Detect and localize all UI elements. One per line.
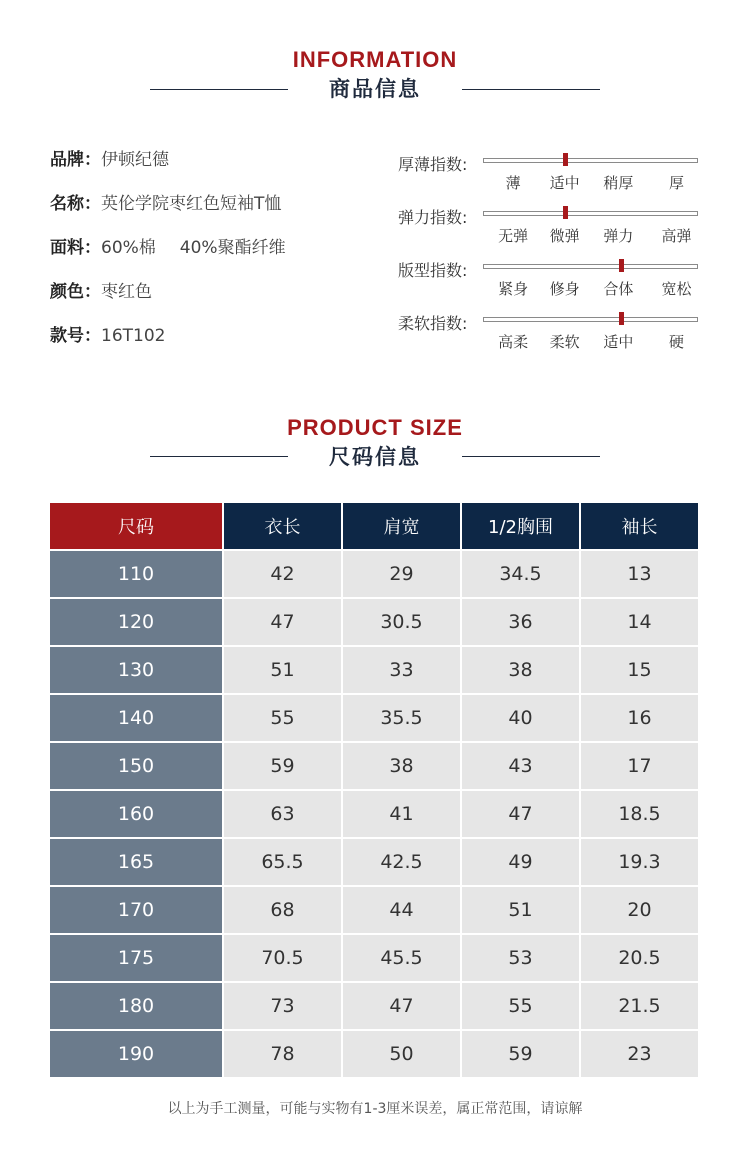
index-option: 适中 [603, 333, 634, 351]
size-header [0, 416, 750, 470]
measure-cell: 38 [462, 647, 579, 693]
header-shoulder: 肩宽 [343, 503, 460, 549]
index-track [483, 317, 698, 322]
divider-right [462, 456, 600, 457]
size-cell: 180 [50, 983, 222, 1029]
measure-cell: 29 [343, 551, 460, 597]
index-option: 高柔 [498, 333, 529, 351]
index-marker [563, 153, 568, 166]
index-option: 厚 [668, 174, 685, 192]
index-track [483, 211, 698, 216]
measure-cell: 47 [224, 599, 341, 645]
measure-cell: 42 [224, 551, 341, 597]
index-option: 修身 [549, 280, 580, 298]
measure-cell: 17 [581, 743, 698, 789]
table-row [50, 599, 698, 645]
index-marker [619, 312, 624, 325]
index-option: 弹力 [603, 227, 634, 245]
size-cell: 165 [50, 839, 222, 885]
measure-cell: 14 [581, 599, 698, 645]
header-sleeve: 袖长 [581, 503, 698, 549]
measure-cell: 38 [343, 743, 460, 789]
size-title-cn: 尺码信息 [329, 445, 421, 469]
measure-cell: 65.5 [224, 839, 341, 885]
measure-cell: 16 [581, 695, 698, 741]
measure-cell: 73 [224, 983, 341, 1029]
size-title-en: PRODUCT SIZE [287, 415, 463, 440]
attr-fabric [50, 234, 286, 278]
index-option: 合体 [603, 280, 634, 298]
size-cell: 110 [50, 551, 222, 597]
index-option: 稍厚 [603, 174, 634, 192]
measure-cell: 33 [343, 647, 460, 693]
index-label: 厚薄指数: [398, 155, 468, 174]
table-row [50, 983, 698, 1029]
attr-key: 品牌： [50, 150, 101, 170]
size-cell: 120 [50, 599, 222, 645]
attr-value: 60%棉 [101, 238, 156, 258]
divider-left [150, 456, 288, 457]
measure-cell: 35.5 [343, 695, 460, 741]
attr-brand [50, 146, 286, 190]
measure-cell: 13 [581, 551, 698, 597]
size-cell: 140 [50, 695, 222, 741]
index-option: 宽松 [661, 280, 692, 298]
measure-cell: 34.5 [462, 551, 579, 597]
measure-cell: 42.5 [343, 839, 460, 885]
index-label: 柔软指数: [398, 314, 468, 333]
index-option: 微弹 [549, 227, 580, 245]
attr-color [50, 278, 286, 322]
measure-cell: 55 [462, 983, 579, 1029]
attr-value: 16T102 [101, 326, 166, 346]
measure-cell: 78 [224, 1031, 341, 1077]
attr-value-secondary: 40%聚酯纤维 [179, 238, 286, 258]
measure-cell: 45.5 [343, 935, 460, 981]
index-marker [563, 206, 568, 219]
measure-cell: 20 [581, 887, 698, 933]
index-label: 版型指数: [398, 261, 468, 280]
measure-cell: 53 [462, 935, 579, 981]
size-table-body [50, 551, 698, 1077]
measure-cell: 51 [462, 887, 579, 933]
index-option: 高弹 [661, 227, 692, 245]
attr-name [50, 190, 286, 234]
measure-cell: 15 [581, 647, 698, 693]
information-title-en: INFORMATION [292, 47, 458, 72]
measure-cell: 63 [224, 791, 341, 837]
index-option: 硬 [668, 333, 685, 351]
measure-cell: 21.5 [581, 983, 698, 1029]
measure-cell: 40 [462, 695, 579, 741]
table-row [50, 791, 698, 837]
table-row [50, 935, 698, 981]
measure-cell: 20.5 [581, 935, 698, 981]
measure-cell: 47 [462, 791, 579, 837]
index-track [483, 158, 698, 163]
table-row [50, 1031, 698, 1077]
measure-cell: 59 [224, 743, 341, 789]
index-elasticity [398, 201, 708, 253]
index-label: 弹力指数: [398, 208, 468, 227]
measure-cell: 23 [581, 1031, 698, 1077]
attr-key: 款号： [50, 326, 101, 346]
size-cell: 160 [50, 791, 222, 837]
measure-cell: 30.5 [343, 599, 460, 645]
measure-cell: 51 [224, 647, 341, 693]
size-cell: 150 [50, 743, 222, 789]
index-thickness [398, 148, 708, 200]
divider-right [462, 89, 600, 90]
table-row [50, 647, 698, 693]
header-half-chest: 1/2胸围 [462, 503, 579, 549]
size-cell: 190 [50, 1031, 222, 1077]
product-attributes [50, 146, 286, 366]
information-title-cn: 商品信息 [329, 77, 421, 101]
attr-value: 枣红色 [101, 282, 152, 302]
attr-value: 伊顿纪德 [101, 150, 169, 170]
table-row [50, 839, 698, 885]
index-softness [398, 307, 708, 359]
attr-key: 名称： [50, 194, 101, 214]
measure-cell: 50 [343, 1031, 460, 1077]
attr-key: 颜色： [50, 282, 101, 302]
measure-cell: 70.5 [224, 935, 341, 981]
index-option: 柔软 [549, 333, 580, 351]
index-track [483, 264, 698, 269]
size-table [48, 501, 700, 1079]
measure-cell: 36 [462, 599, 579, 645]
size-cell: 130 [50, 647, 222, 693]
measure-cell: 68 [224, 887, 341, 933]
measure-cell: 41 [343, 791, 460, 837]
index-option: 薄 [505, 174, 521, 192]
measure-cell: 19.3 [581, 839, 698, 885]
index-option: 紧身 [498, 280, 529, 298]
table-row [50, 695, 698, 741]
index-marker [619, 259, 624, 272]
measure-cell: 18.5 [581, 791, 698, 837]
table-row [50, 551, 698, 597]
index-option: 无弹 [498, 227, 529, 245]
attr-key: 面料： [50, 238, 101, 258]
table-header-row [50, 503, 698, 549]
measure-cell: 44 [343, 887, 460, 933]
header-size: 尺码 [50, 503, 222, 549]
index-fit [398, 254, 708, 306]
measure-cell: 59 [462, 1031, 579, 1077]
attr-style-no [50, 322, 286, 366]
divider-left [150, 89, 288, 90]
table-row [50, 887, 698, 933]
size-cell: 175 [50, 935, 222, 981]
header-length: 衣长 [224, 503, 341, 549]
measure-cell: 49 [462, 839, 579, 885]
information-header [0, 48, 750, 102]
measure-cell: 55 [224, 695, 341, 741]
table-row [50, 743, 698, 789]
attr-value: 英伦学院枣红色短袖T恤 [101, 194, 282, 214]
size-cell: 170 [50, 887, 222, 933]
measure-cell: 47 [343, 983, 460, 1029]
measurement-note: 以上为手工测量，可能与实物有1-3厘米误差，属正常范围，请谅解 [167, 1101, 583, 1117]
index-option: 适中 [549, 174, 580, 192]
measure-cell: 43 [462, 743, 579, 789]
